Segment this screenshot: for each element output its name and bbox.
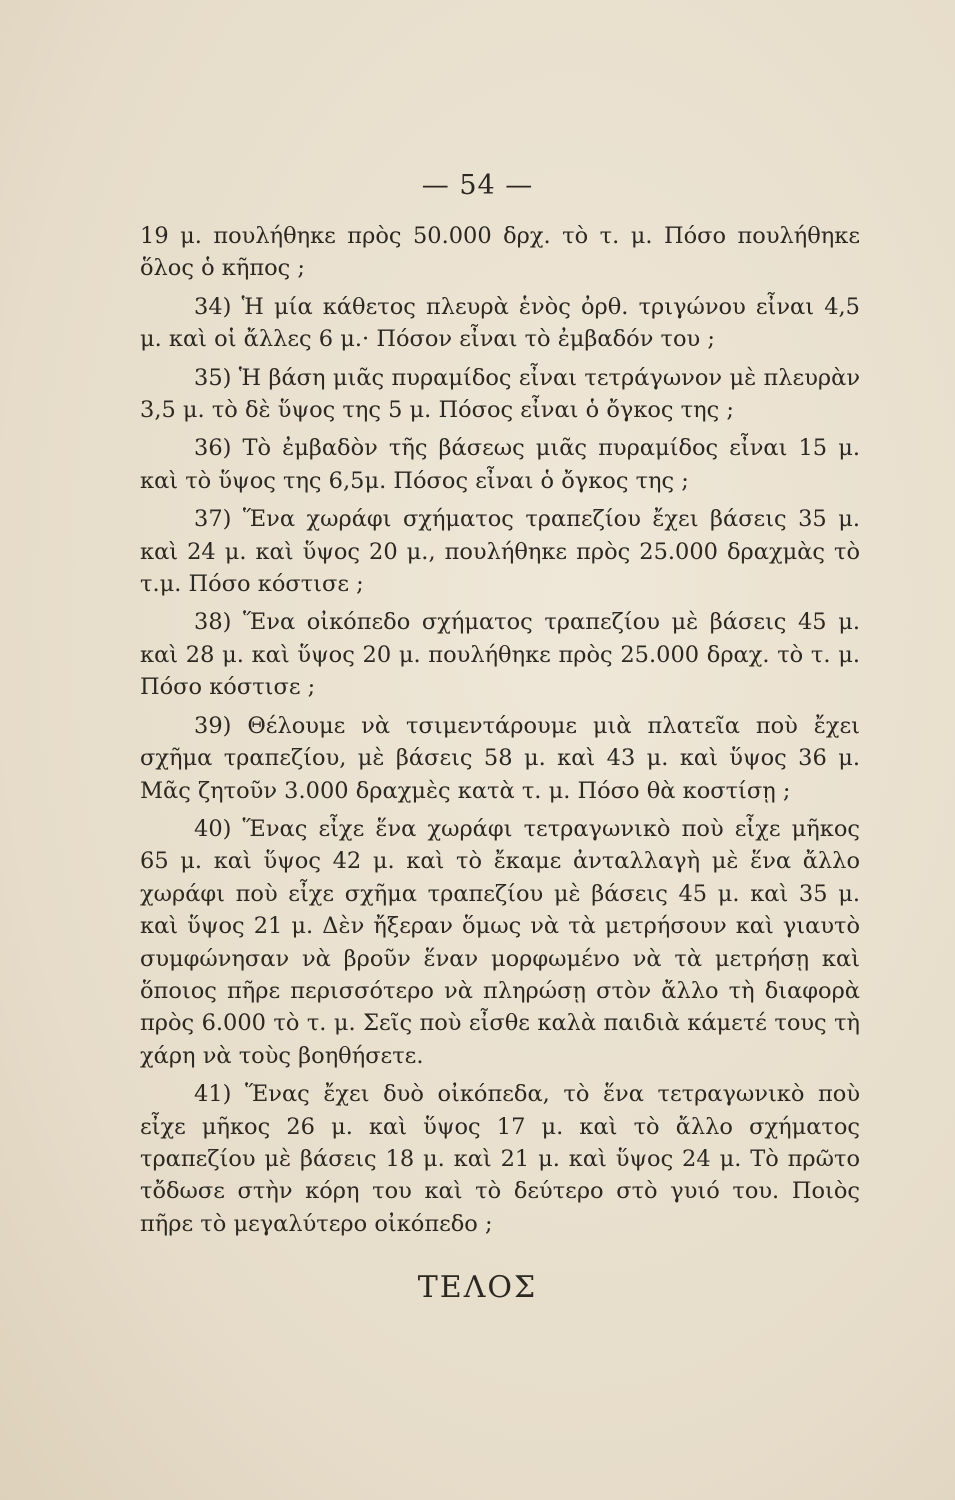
- exercise-38: 38) Ἕνα οἰκόπεδο σχήματος τραπεζίου μὲ βάσεις 45 μ. καὶ 28 μ. καὶ ὕψος 20 μ. πουλήθηκε πρὸς 25.000 δραχ. τὸ τ. μ. Πόσο κόστισε ;: [140, 609, 860, 701]
- exercise-39: 39) Θέλουμε νὰ τσιμεντάρουμε μιὰ πλατεῖα ποὺ ἔχει σχῆμα τραπεζίου, μὲ βάσεις 58 μ. καὶ 43 μ. καὶ ὕψος 36 μ. Μᾶς ζητοῦν 3.000 δραχμὲς κατὰ τ. μ. Πόσο θὰ κοστίσῃ ;: [140, 712, 860, 804]
- exercise-40: 40) Ἕνας εἶχε ἕνα χωράφι τετραγωνικὸ ποὺ εἶχε μῆκος 65 μ. καὶ ὕψος 42 μ. καὶ τὸ ἔκαμε ἀνταλλαγὴ μὲ ἕνα ἄλλο χωράφι ποὺ εἶχε σχῆμα τραπεζίου μὲ βάσεις 45 μ. καὶ 35 μ. καὶ ὕψος 21 μ. Δὲν ἤξεραν ὅμως νὰ τὰ μετρήσουν καὶ γιαυτὸ συμφώνησαν νὰ βροῦν ἕναν μορφωμένο νὰ τὰ μετρήσῃ καὶ ὅποιος πῆρε περισσότερο νὰ πληρώσῃ στὸν ἄλλο τὴ διαφορὰ πρὸς 6.000 τὸ τ. μ. Σεῖς ποὺ εἶσθε καλὰ παιδιὰ κάμετέ τους τὴ χάρη νὰ τοὺς βοηθήσετε.: [140, 815, 860, 1069]
- end-mark: ΤΕΛΟΣ: [417, 1270, 538, 1305]
- exercise-36: 36) Τὸ ἐμβαδὸν τῆς βάσεως μιᾶς πυραμίδος εἶναι 15 μ. καὶ τὸ ὕψος της 6,5μ. Πόσος εἶναι ὁ ὄγκος της ;: [140, 435, 860, 494]
- exercise-34: 34) Ἡ μία κάθετος πλευρὰ ἑνὸς ὀρθ. τριγώνου εἶναι 4,5 μ. καὶ οἱ ἄλλες 6 μ.· Πόσον εἶναι τὸ ἐμβαδόν του ;: [140, 293, 860, 353]
- paragraph-continued: 19 μ. πουλήθηκε πρὸς 50.000 δρχ. τὸ τ. μ. Πόσο πουλήθηκε ὅλος ὁ κῆπος ;: [140, 223, 860, 282]
- exercise-35: 35) Ἡ βάση μιᾶς πυραμίδος εἶναι τετράγωνον μὲ πλευρὰν 3,5 μ. τὸ δὲ ὕψος της 5 μ. Πόσος εἶναι ὁ ὄγκος της ;: [140, 364, 860, 424]
- exercise-41: 41) Ἕνας ἔχει δυὸ οἰκόπεδα, τὸ ἕνα τετραγωνικὸ ποὺ εἶχε μῆκος 26 μ. καὶ ὕψος 17 μ. καὶ τὸ ἄλλο σχήματος τραπεζίου μὲ βάσεις 18 μ. καὶ 21 μ. καὶ ὕψος 24 μ. Τὸ πρῶτο τὄδωσε στὴν κόρη του καὶ τὸ δεύτερο στὸ γυιό του. Ποιὸς πῆρε τὸ μεγαλύτερο οἰκόπεδο ;: [140, 1081, 860, 1237]
- page-number: — 54 —: [421, 170, 534, 201]
- body-text: [140, 220, 860, 1246]
- exercise-37: 37) Ἕνα χωράφι σχήματος τραπεζίου ἔχει βάσεις 35 μ. καὶ 24 μ. καὶ ὕψος 20 μ., πουλήθηκε πρὸς 25.000 δραχμὰς τὸ τ.μ. Πόσο κόστισε ;: [140, 506, 860, 598]
